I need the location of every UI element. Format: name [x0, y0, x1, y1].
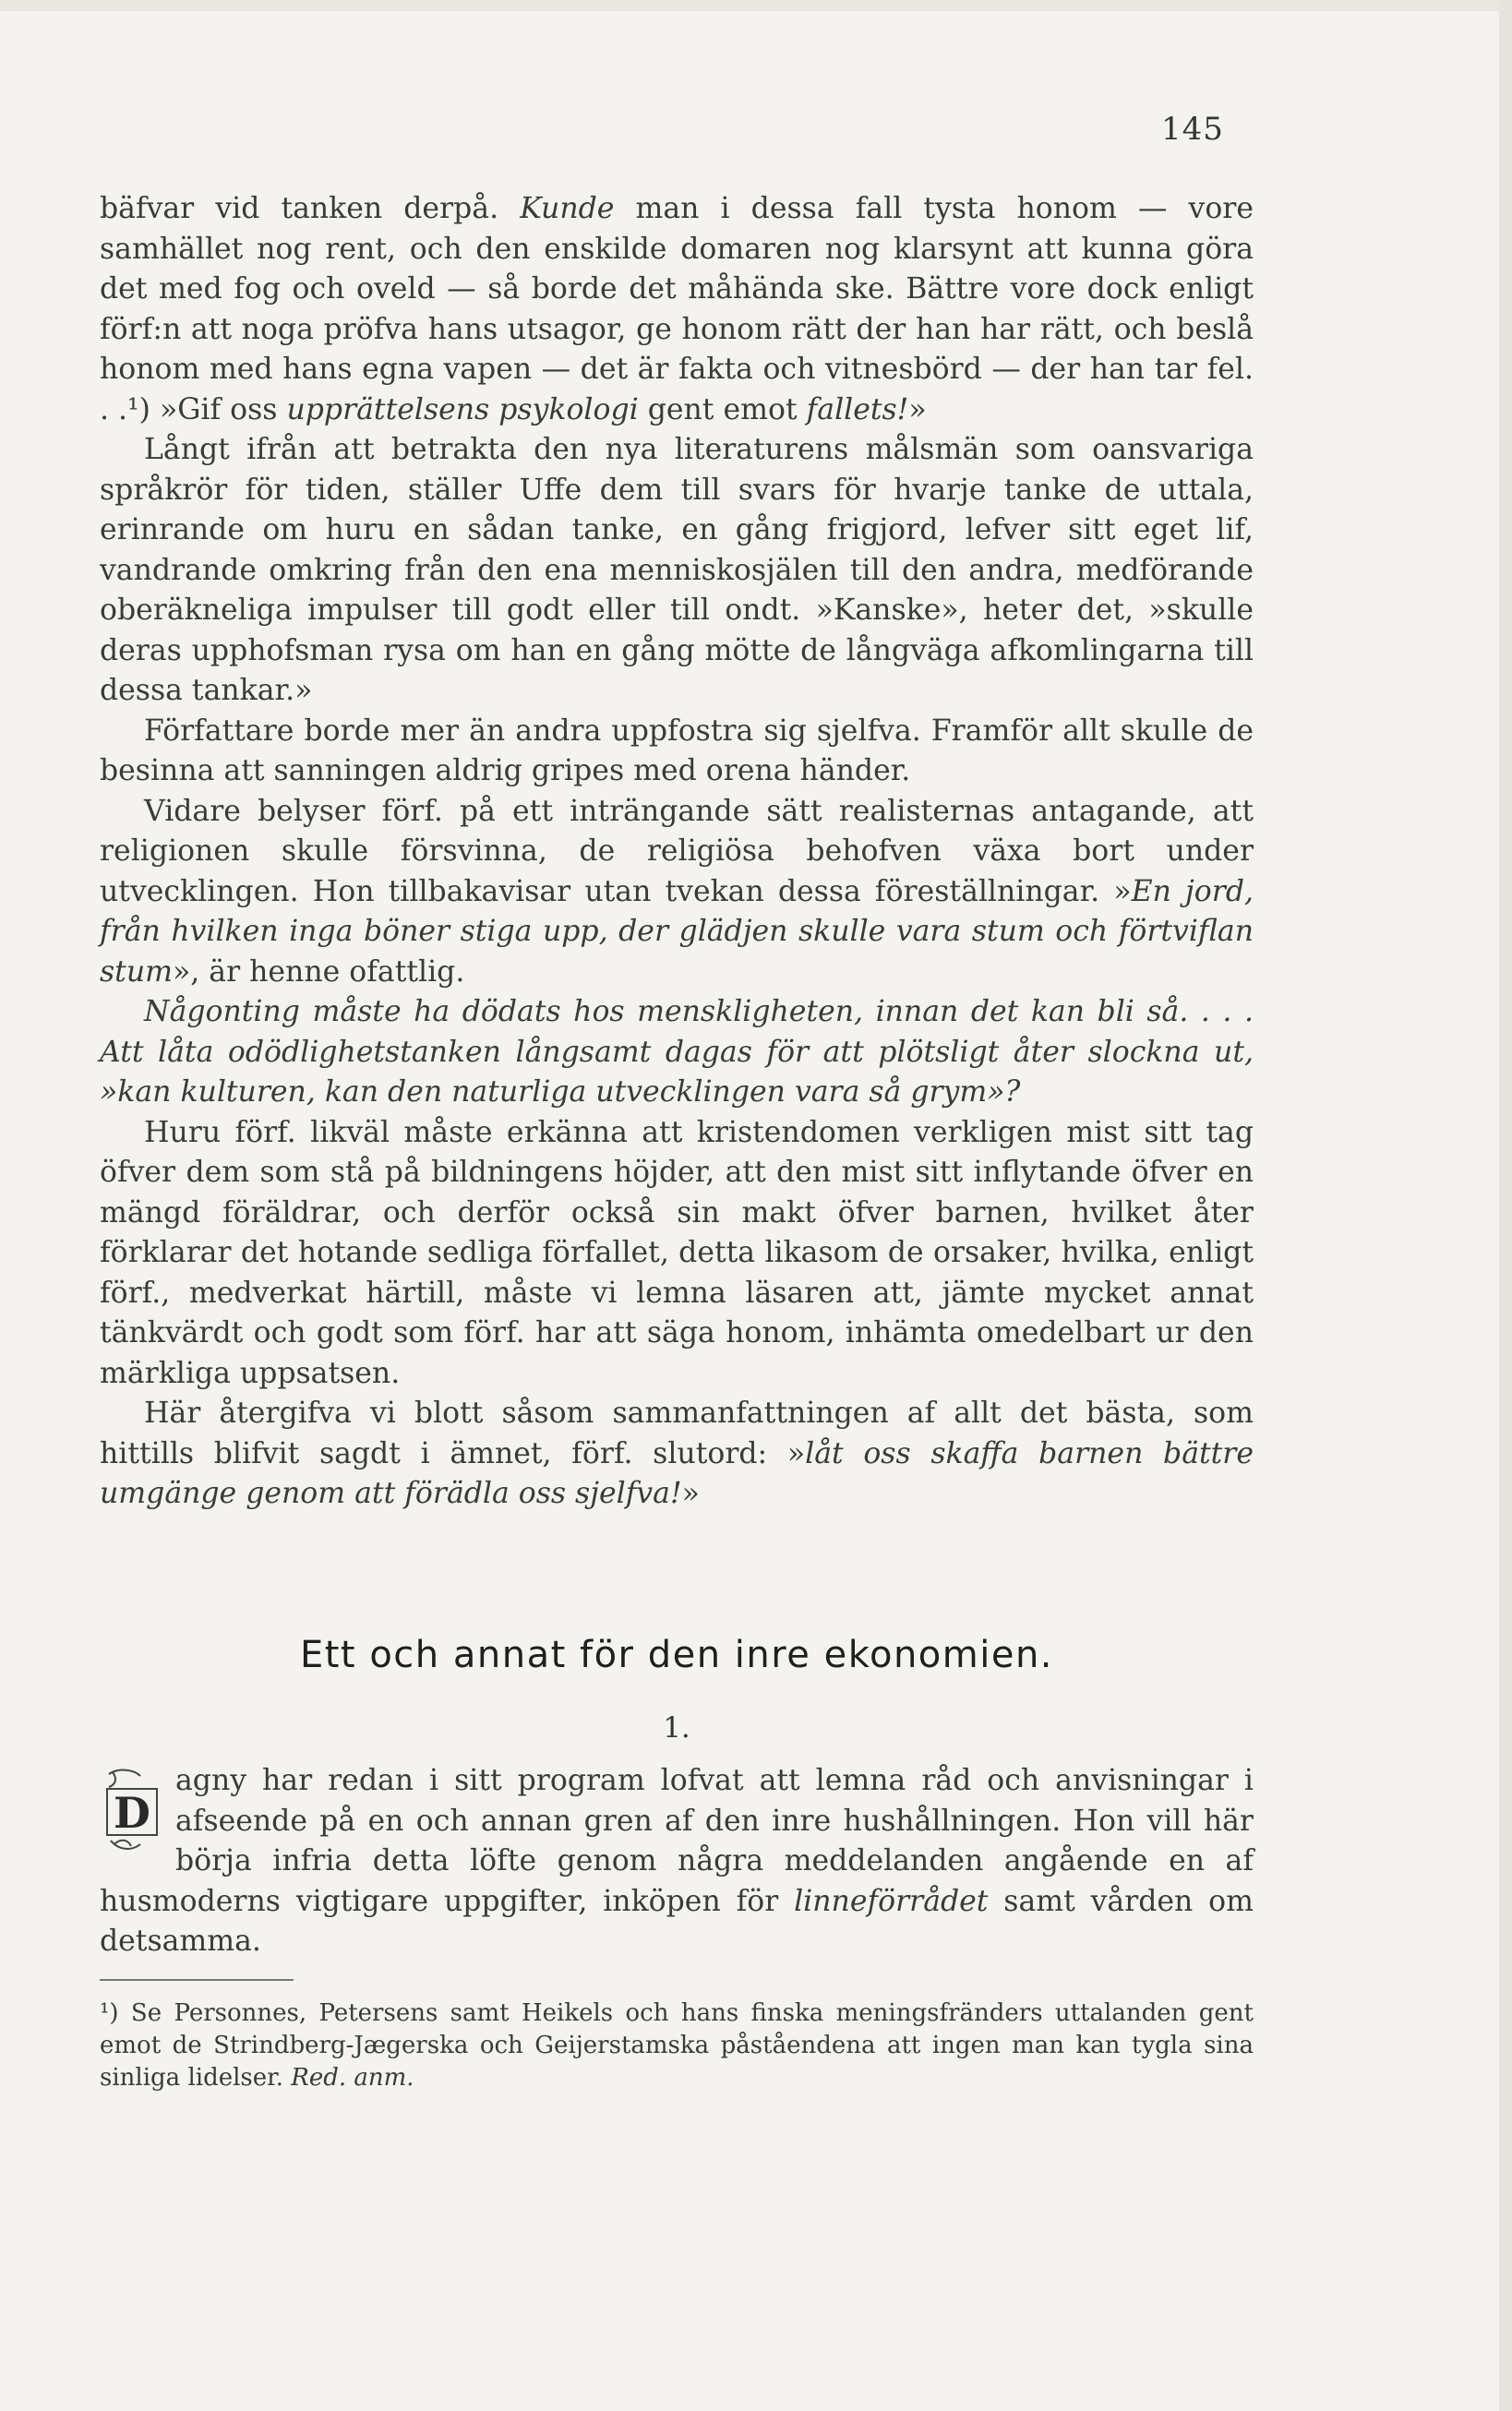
main-text-column: [100, 189, 1254, 1515]
text-run: », är henne ofattlig.: [172, 954, 465, 989]
scan-edge-right: [1499, 0, 1512, 2411]
footnote: [100, 1997, 1254, 2094]
paragraph: [100, 1113, 1254, 1395]
text-run: »: [681, 1477, 700, 1510]
section-body: [100, 1761, 1254, 1962]
paragraph: [100, 992, 1254, 1113]
italic-text-run: En jord, från hvilken inga böner stiga upp, der glädjen skulle vara stum och förtviflan stum: [100, 874, 1254, 989]
footnote-signature: Red. anm.: [291, 2063, 414, 2092]
paragraph: [100, 430, 1254, 712]
text-run: Huru förf. likväl måste erkänna att kristendomen verkligen mist sitt tag öfver dem som stå på bildningens höjder, att den mist sitt inflytande öfver en mängd föräldrar, och derför också sin makt öfver barnen, hvilket åter förklarar det hotande sedliga förfallet, detta likasom de orsaker, hvilka, enligt förf., medverkat härtill, måste vi lemna läsaren att, jämte mycket annat tänkvärdt och godt som förf. har att säga honom, inhämta omedelbart ur den märkliga uppsatsen.: [100, 1115, 1254, 1390]
article-section: [100, 1634, 1254, 2094]
text-run: Vidare belyser förf. på ett inträngande sätt realisternas antagande, att religionen skulle försvinna, de religiösa behofven växa bort under utvecklingen. Hon tillbakavisar utan tvekan dessa föreställningar. »: [100, 794, 1254, 908]
page-number: 145: [1161, 111, 1224, 148]
paragraph: [100, 189, 1254, 430]
text-run: Långt ifrån att betrakta den nya literaturens målsmän som oansvariga språkrör för tiden, ställer Uffe dem till svars för hvarje tanke de uttala, erinrande om huru en sådan tanke, en gång frigjord, lefver sitt eget lif, vandrande omkring från den ena menniskosjälen till den andra, medförande oberäkneliga impulser till godt eller till ondt. »Kanske», heter det, »skulle deras upphofsman rysa om han en gång mötte de långväga afkomlingarna till dessa tankar.»: [100, 433, 1254, 707]
ornamental-dropcap-icon: [100, 1767, 164, 1855]
section-body-text: agny har redan i sitt program lofvat att lemna råd och anvisningar i afseende på en och annan gren af den inre hushållningen. Hon vill här börja infria detta löfte genom några meddelanden angående en af husmoderns vigtigare uppgifter, inköpen för: [100, 1764, 1254, 1918]
text-run: bäfvar vid tanken derpå.: [100, 192, 521, 225]
text-run: Här återgifva vi blott såsom sammanfattningen af allt det bästa, som hittills blifvit sagdt i ämnet, förf. slutord: »: [100, 1397, 1254, 1470]
italic-text-run: låt oss skaffa barnen bättre umgänge genom att förädla oss sjelfva!: [100, 1436, 1254, 1510]
italic-text-run: fallets!: [806, 392, 909, 426]
section-body-italic: linneförrådet: [794, 1884, 989, 1918]
italic-text-run: upprättelsens psykologi: [286, 392, 639, 426]
section-number: 1.: [663, 1711, 690, 1745]
paragraph: [100, 712, 1254, 792]
section-title: Ett och annat för den inre ekonomien.: [299, 1634, 1054, 1676]
text-run: gent emot: [638, 392, 807, 426]
paragraph: [100, 1394, 1254, 1515]
footnote-divider: [100, 1979, 294, 1981]
italic-text-run: Kunde: [520, 192, 615, 225]
italic-text-run: Någonting måste ha dödats hos menskligheten, innan det kan bli så. . . . Att låta odödlighetstanken långsamt dagas för att plötsligt åter slockna ut, »kan kulturen, kan den naturliga utvecklingen vara så grym»?: [100, 995, 1254, 1109]
scan-edge-top: [0, 0, 1512, 11]
text-run: »: [908, 392, 927, 426]
footnote-text: ¹) Se Personnes, Petersens samt Heikels och hans finska meningsfränders uttalanden gent emot de Strindberg-Jægerska och Geijerstamska påståendena att ingen man kan tygla sina sinliga lidelser.: [100, 1998, 1254, 2092]
text-run: man i dessa fall tysta honom — vore samhället nog rent, och den enskilde domaren nog klarsynt att kunna göra det med fog och oveld — så borde det måhända ske. Bättre vore dock enligt förf:n att noga pröfva hans utsagor, ge honom rätt der han har rätt, och beslå honom med hans egna vapen — det är fakta och vitnesbörd — der han tar fel. . .¹) »Gif oss: [100, 192, 1254, 426]
paragraph: [100, 792, 1254, 993]
text-run: Författare borde mer än andra uppfostra sig sjelfva. Framför allt skulle de besinna att sanningen aldrig gripes med orena händer.: [100, 714, 1254, 787]
dropcap-letter: D: [114, 1788, 150, 1838]
section-body-end: samt vården om detsamma.: [100, 1884, 1254, 1958]
